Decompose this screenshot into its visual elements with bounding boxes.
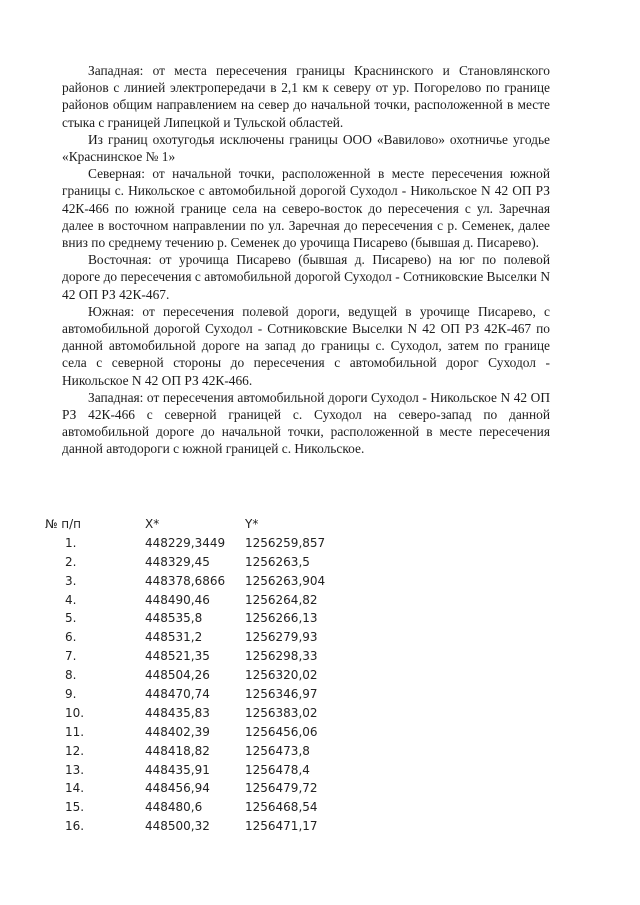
coordinates-table — [45, 515, 365, 836]
cell-x: 448435,83 — [145, 705, 210, 720]
cell-y: 1256471,17 — [245, 819, 318, 834]
table-row — [45, 685, 365, 704]
cell-x: 448504,26 — [145, 668, 210, 683]
cell-number: 9. — [65, 687, 77, 702]
table-row — [45, 817, 365, 836]
cell-number: 12. — [65, 743, 85, 758]
table-row — [45, 742, 365, 761]
table-row — [45, 723, 365, 742]
cell-y: 1256473,8 — [245, 743, 310, 758]
table-row — [45, 628, 365, 647]
cell-y: 1256263,904 — [245, 573, 326, 588]
cell-y: 1256468,54 — [245, 800, 318, 815]
cell-number: 14. — [65, 781, 85, 796]
table-row — [45, 609, 365, 628]
cell-x: 448521,35 — [145, 649, 210, 664]
paragraph-west-boundary-2: Западная: от пересечения автомобильной дороги Суходол - Никольское N 42 ОП РЗ 42К-466 с северной границей с. Суходол на северо-запад по данной автомобильной дороге до начальной точки, расположенной в месте пересечения данной автодороги с южной границей с. Никольское. — [62, 389, 550, 457]
paragraph-exclusion: Из границ охотугодья исключены границы ООО «Вавилово» охотничье угодье «Краснинское № 1» — [62, 131, 550, 165]
cell-number: 16. — [65, 819, 85, 834]
cell-y: 1256479,72 — [245, 781, 318, 796]
cell-x: 448470,74 — [145, 687, 210, 702]
cell-number: 10. — [65, 705, 85, 720]
cell-number: 13. — [65, 762, 85, 777]
table-row — [45, 704, 365, 723]
table-row — [45, 553, 365, 572]
cell-number: 15. — [65, 800, 85, 815]
cell-number: 5. — [65, 611, 77, 626]
cell-x: 448490,46 — [145, 592, 210, 607]
paragraph-south-boundary: Южная: от пересечения полевой дороги, ведущей в урочище Писарево, с автомобильной дорогой Суходол - Сотниковские Выселки N 42 ОП РЗ 42К-467 по данной автомобильной дороге на запад до границы с. Суходол, затем по границе села с северной стороны до пересечения с автомобильной дорог Суходол - Никольское N 42 ОП РЗ 42К-466. — [62, 303, 550, 388]
cell-x: 448229,3449 — [145, 535, 226, 550]
cell-y: 1256266,13 — [245, 611, 318, 626]
paragraph-north-boundary: Северная: от начальной точки, расположенной в месте пересечения южной границы с. Никольское с автомобильной дорогой Суходол - Никольское N 42 ОП РЗ 42К-466 по южной границе села на северо-восток до пересечения с ул. Заречная далее в восточном направлении по ул. Заречная до пересечения с р. Семенек, далее вниз по среднему течению р. Семенек до урочища Писарево (бывшая д. Писарево). — [62, 166, 550, 251]
cell-x: 448402,39 — [145, 724, 210, 739]
cell-y: 1256456,06 — [245, 724, 318, 739]
cell-y: 1256264,82 — [245, 592, 318, 607]
table-row — [45, 572, 365, 591]
cell-x: 448531,2 — [145, 630, 203, 645]
header-x: X* — [145, 517, 160, 531]
cell-x: 448435,91 — [145, 762, 210, 777]
cell-y: 1256279,93 — [245, 630, 318, 645]
cell-number: 3. — [65, 573, 77, 588]
table-row — [45, 798, 365, 817]
cell-number: 6. — [65, 630, 77, 645]
cell-x: 448535,8 — [145, 611, 203, 626]
table-row — [45, 534, 365, 553]
cell-number: 2. — [65, 554, 77, 569]
boundary-description — [62, 62, 550, 458]
cell-number: 1. — [65, 535, 77, 550]
cell-y: 1256320,02 — [245, 668, 318, 683]
table-row — [45, 761, 365, 780]
table-row — [45, 591, 365, 610]
cell-number: 8. — [65, 668, 77, 683]
cell-x: 448480,6 — [145, 800, 203, 815]
cell-x: 448378,6866 — [145, 573, 226, 588]
cell-number: 4. — [65, 592, 77, 607]
table-row — [45, 647, 365, 666]
cell-y: 1256478,4 — [245, 762, 310, 777]
cell-y: 1256346,97 — [245, 687, 318, 702]
header-number: № п/п — [45, 517, 82, 531]
header-y: Y* — [245, 517, 259, 531]
paragraph-east-boundary: Восточная: от урочища Писарево (бывшая д. Писарево) на юг по полевой дороге до пересечения с автомобильной дорогой Суходол - Сотниковские Выселки N 42 ОП РЗ 42К-467. — [62, 252, 550, 302]
cell-y: 1256263,5 — [245, 554, 310, 569]
cell-y: 1256383,02 — [245, 705, 318, 720]
cell-x: 448329,45 — [145, 554, 210, 569]
table-row — [45, 779, 365, 798]
cell-number: 7. — [65, 649, 77, 664]
cell-number: 11. — [65, 724, 85, 739]
paragraph-west-boundary: Западная: от места пересечения границы Краснинского и Становлянского районов с линией электропередачи в 2,1 км к северу от ур. Погорелово по границе районов общим направлением на север до начальной точки, расположенной в месте стыка с границей Липецкой и Тульской областей. — [62, 63, 550, 130]
cell-y: 1256259,857 — [245, 535, 326, 550]
cell-x: 448456,94 — [145, 781, 210, 796]
cell-x: 448500,32 — [145, 819, 210, 834]
cell-y: 1256298,33 — [245, 649, 318, 664]
cell-x: 448418,82 — [145, 743, 210, 758]
table-body — [45, 534, 365, 836]
table-header-row — [45, 515, 365, 534]
table-row — [45, 666, 365, 685]
